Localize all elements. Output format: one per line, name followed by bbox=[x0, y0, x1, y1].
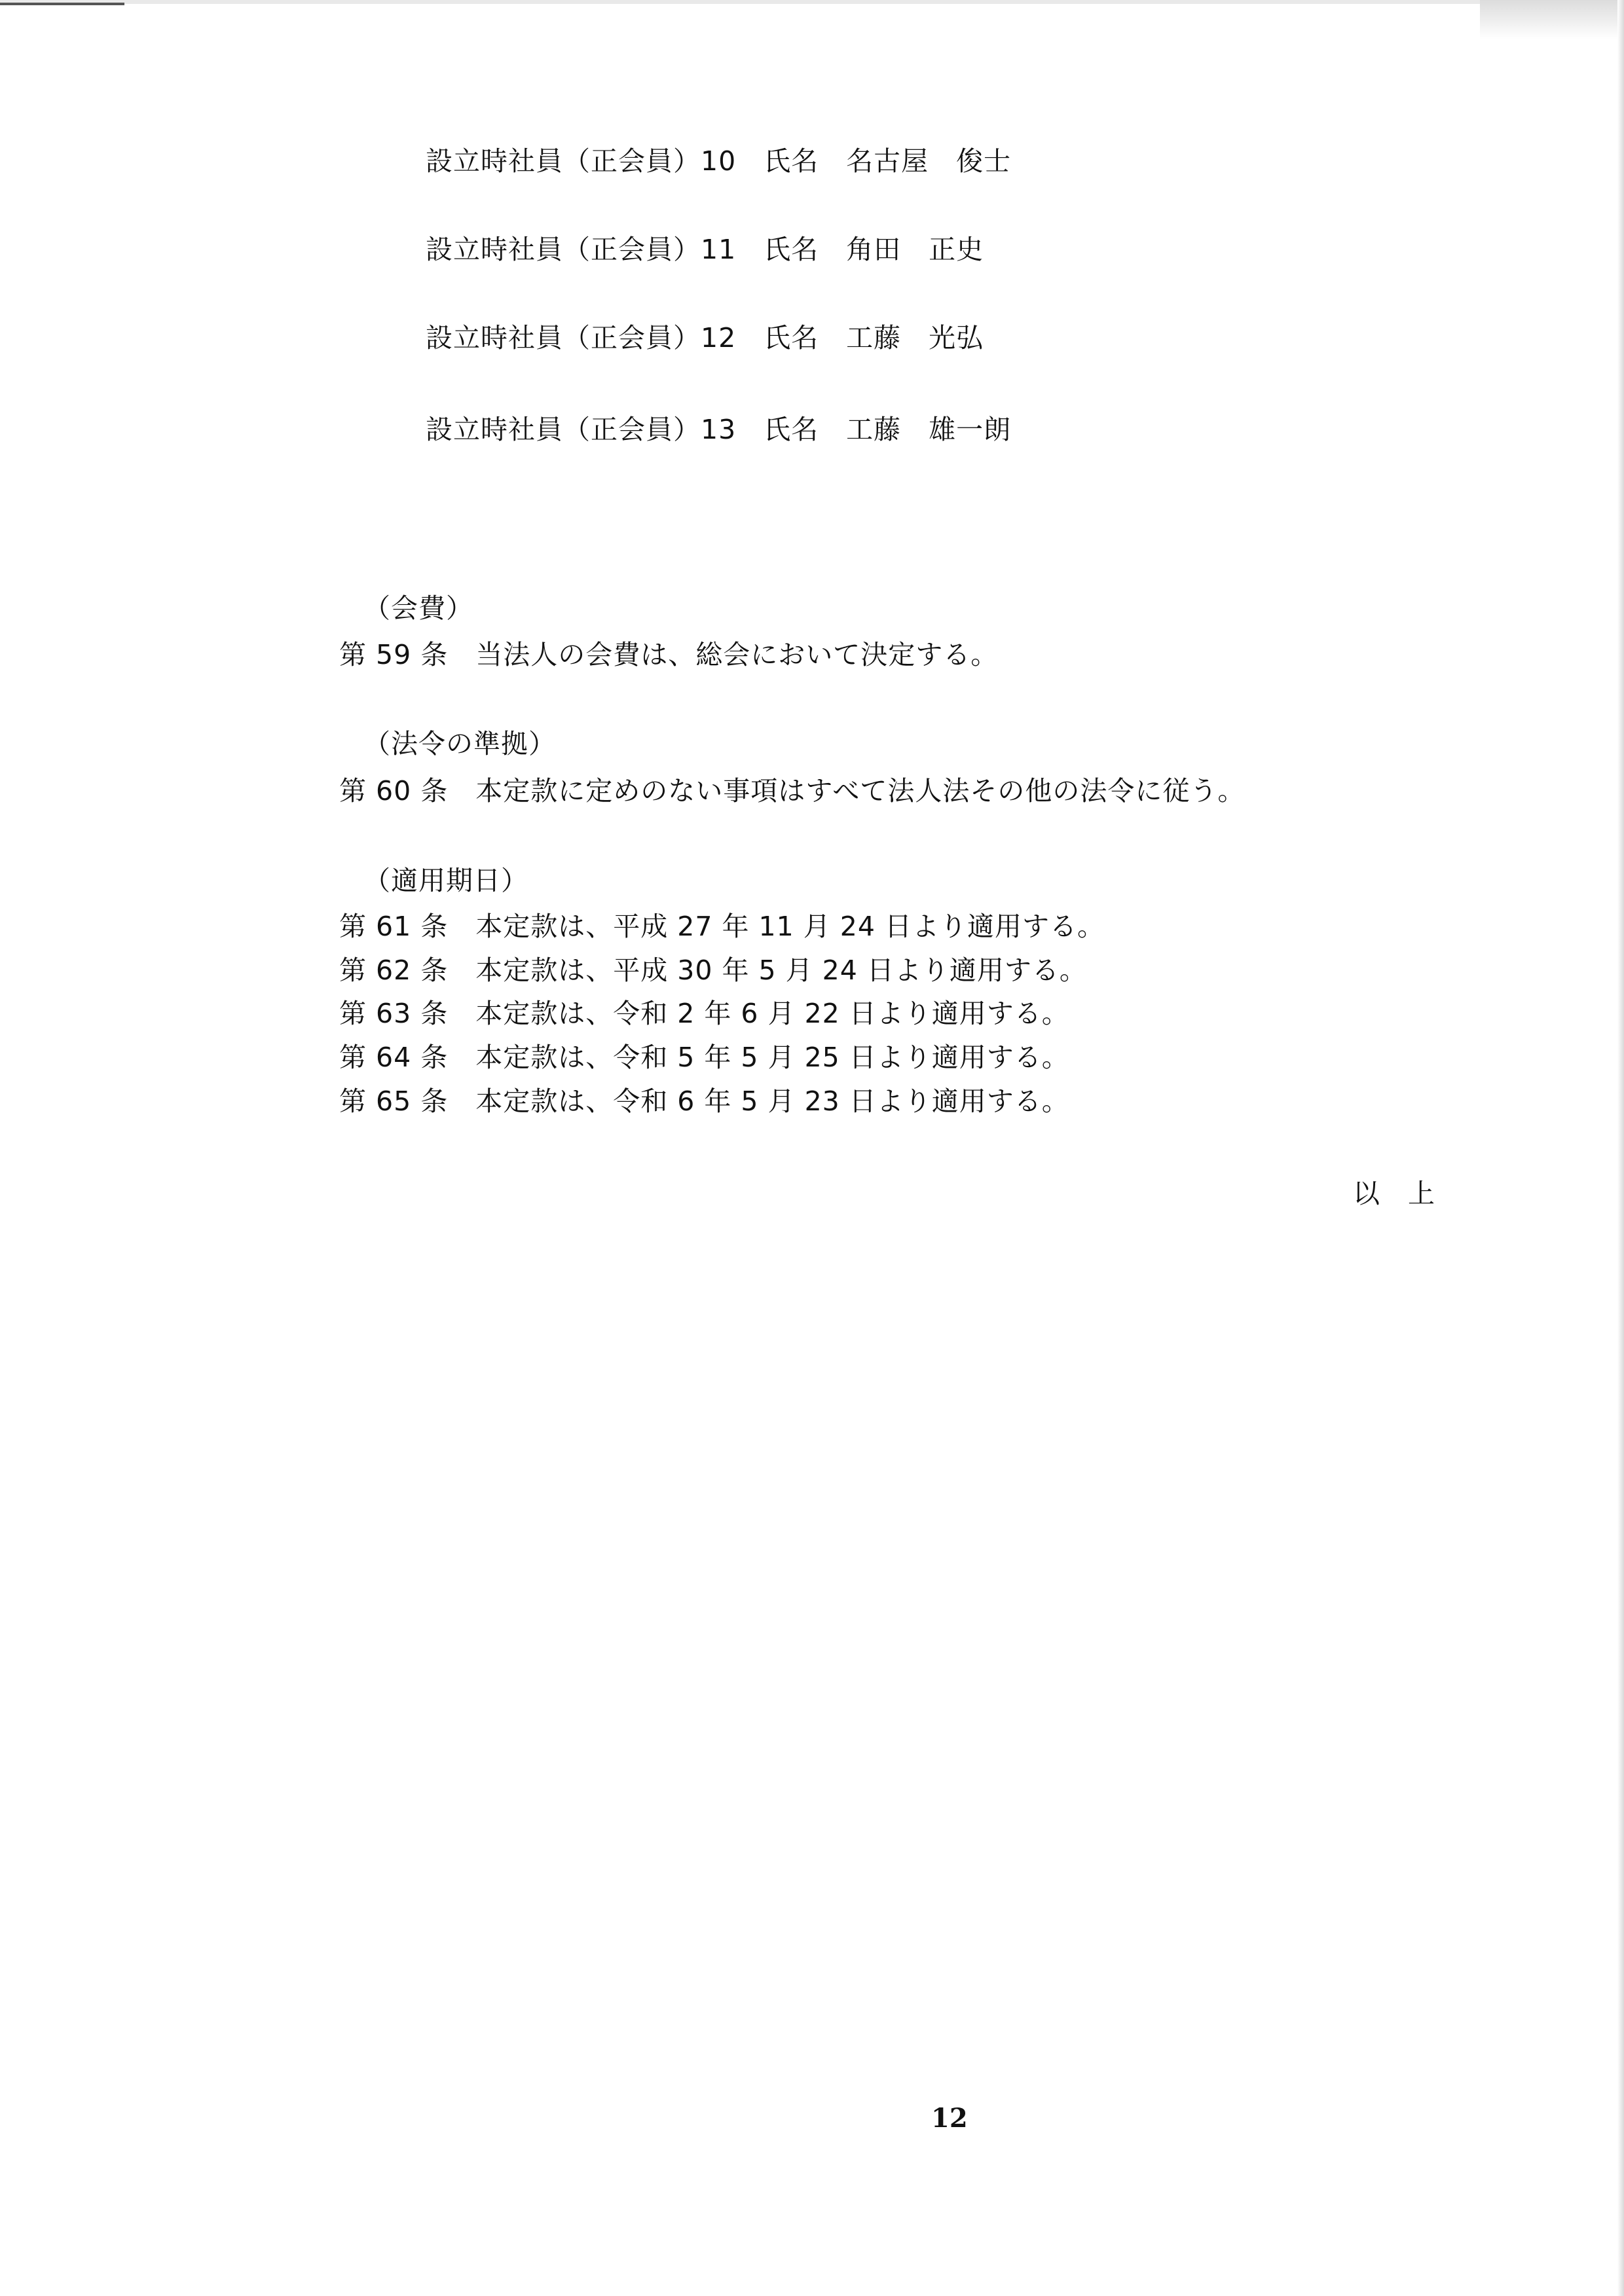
closing-mark: 以 上 bbox=[1353, 1178, 1435, 1209]
article-line: 第 60 条 本定款に定めのない事項はすべて法人法その他の法令に従う。 bbox=[339, 775, 1246, 807]
article-line: 第 64 条 本定款は、令和 5 年 5 月 25 日より適用する。 bbox=[339, 1042, 1069, 1073]
member-line: 設立時社員（正会員）13 氏名 工藤 雄一朗 bbox=[426, 414, 1012, 445]
article-line: 第 63 条 本定款は、令和 2 年 6 月 22 日より適用する。 bbox=[339, 998, 1069, 1029]
scan-right-edge bbox=[1617, 0, 1624, 2296]
member-line: 設立時社員（正会員）12 氏名 工藤 光弘 bbox=[426, 322, 984, 354]
section-heading: （会費） bbox=[363, 592, 473, 624]
section-heading: （法令の準拠） bbox=[363, 728, 556, 759]
member-line: 設立時社員（正会員）11 氏名 角田 正史 bbox=[426, 234, 984, 265]
scan-corner-shadow bbox=[1480, 0, 1624, 39]
article-line: 第 59 条 当法人の会費は、総会において決定する。 bbox=[339, 639, 999, 670]
page-number: 12 bbox=[931, 2103, 968, 2134]
article-line: 第 61 条 本定款は、平成 27 年 11 月 24 日より適用する。 bbox=[339, 911, 1105, 942]
scan-top-edge bbox=[0, 0, 1624, 4]
scan-top-mark bbox=[0, 3, 124, 5]
member-line: 設立時社員（正会員）10 氏名 名古屋 俊士 bbox=[426, 145, 1012, 177]
article-line: 第 62 条 本定款は、平成 30 年 5 月 24 日より適用する。 bbox=[339, 955, 1087, 986]
section-heading: （適用期日） bbox=[363, 865, 528, 896]
article-line: 第 65 条 本定款は、令和 6 年 5 月 23 日より適用する。 bbox=[339, 1085, 1069, 1117]
